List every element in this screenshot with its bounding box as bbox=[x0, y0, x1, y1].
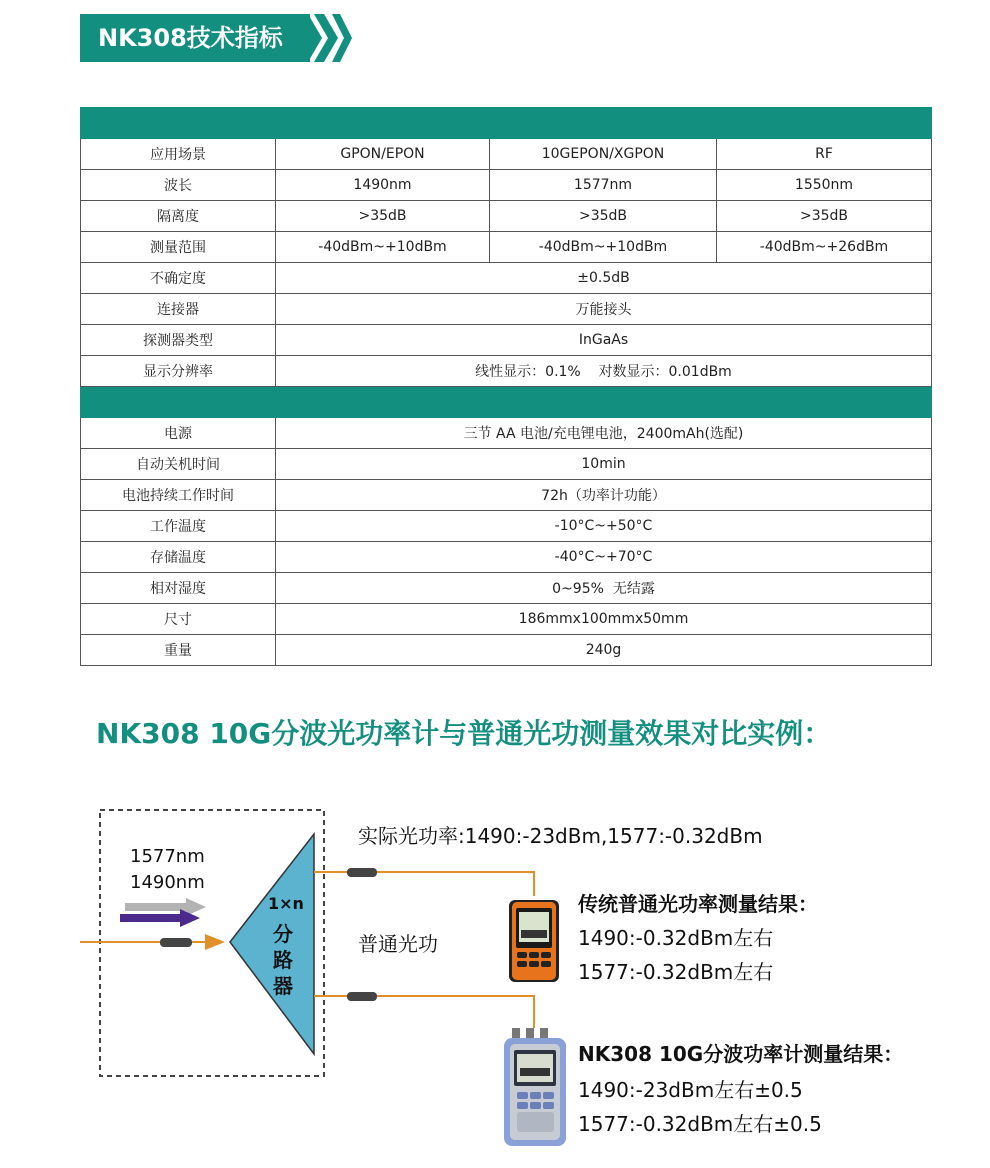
table-section-header bbox=[81, 387, 932, 418]
row-label: 电源 bbox=[81, 418, 276, 449]
row-label: 相对湿度 bbox=[81, 573, 276, 604]
table-cell: ±0.5dB bbox=[276, 263, 932, 294]
table-cell: 72h（功率计功能） bbox=[276, 480, 932, 511]
table-cell: -40dBm~+10dBm bbox=[276, 232, 490, 263]
table-cell: -40°C~+70°C bbox=[276, 542, 932, 573]
table-row bbox=[81, 635, 932, 666]
splitter-char: 路 bbox=[273, 948, 293, 972]
input-arrow-icon bbox=[205, 934, 225, 950]
nk308-result-1490: 1490:-23dBm左右±0.5 bbox=[578, 1078, 803, 1102]
table-cell: 186mmx100mmx50mm bbox=[276, 604, 932, 635]
measurement-diagram bbox=[0, 790, 990, 1168]
table-cell: >35dB bbox=[490, 201, 717, 232]
table-cell: >35dB bbox=[717, 201, 932, 232]
table-cell: 1490nm bbox=[276, 170, 490, 201]
row-label: 连接器 bbox=[81, 294, 276, 325]
table-row bbox=[81, 139, 932, 170]
table-cell: 10min bbox=[276, 449, 932, 480]
table-row bbox=[81, 480, 932, 511]
row-label: 隔离度 bbox=[81, 201, 276, 232]
row-label: 应用场景 bbox=[81, 139, 276, 170]
table-row bbox=[81, 604, 932, 635]
wavelength-1577: 1577nm bbox=[130, 846, 205, 867]
comparison-title: NK308 10G分波光功率计与普通光功测量效果对比实例： bbox=[96, 717, 832, 750]
row-label: 工作温度 bbox=[81, 511, 276, 542]
table-row bbox=[81, 418, 932, 449]
actual-power-text: 实际光功率:1490:-23dBm,1577:-0.32dBm bbox=[358, 824, 763, 848]
row-label: 显示分辨率 bbox=[81, 356, 276, 387]
row-label: 不确定度 bbox=[81, 263, 276, 294]
connector-input bbox=[160, 938, 192, 947]
row-label: 探测器类型 bbox=[81, 325, 276, 356]
table-row bbox=[81, 232, 932, 263]
row-label: 测量范围 bbox=[81, 232, 276, 263]
row-label: 存储温度 bbox=[81, 542, 276, 573]
table-cell: 1550nm bbox=[717, 170, 932, 201]
wavelength-1490: 1490nm bbox=[130, 872, 205, 893]
table-row bbox=[81, 325, 932, 356]
table-cell: -40dBm~+10dBm bbox=[490, 232, 717, 263]
table-row bbox=[81, 449, 932, 480]
table-cell: >35dB bbox=[276, 201, 490, 232]
splitter-ratio: 1×n bbox=[268, 894, 304, 913]
row-label: 电池持续工作时间 bbox=[81, 480, 276, 511]
table-cell: 1577nm bbox=[490, 170, 717, 201]
arrow-purple-body bbox=[120, 914, 184, 922]
splitter-triangle bbox=[230, 834, 314, 1054]
traditional-result-1490: 1490:-0.32dBm左右 bbox=[578, 926, 774, 950]
table-cell: 10GEPON/XGPON bbox=[490, 139, 717, 170]
section-banner bbox=[80, 14, 310, 62]
table-cell: 线性显示：0.1% 对数显示：0.01dBm bbox=[276, 356, 932, 387]
row-label: 尺寸 bbox=[81, 604, 276, 635]
table-row bbox=[81, 170, 932, 201]
nk308-power-meter-icon bbox=[504, 1028, 566, 1146]
output-fiber-1 bbox=[314, 872, 534, 896]
table-section-header bbox=[81, 108, 932, 139]
nk308-result-title: NK308 10G分波功率计测量结果： bbox=[578, 1042, 904, 1066]
splitter-char: 分 bbox=[273, 922, 293, 946]
connector-output-1 bbox=[347, 868, 377, 877]
ordinary-power-meter-icon bbox=[509, 900, 559, 982]
table-row bbox=[81, 511, 932, 542]
ordinary-meter-label: 普通光功 bbox=[358, 932, 438, 956]
table-row bbox=[81, 542, 932, 573]
traditional-result-title: 传统普通光功率测量结果： bbox=[578, 892, 818, 916]
table-cell: 三节 AA 电池/充电锂电池，2400mAh(选配) bbox=[276, 418, 932, 449]
table-cell: GPON/EPON bbox=[276, 139, 490, 170]
splitter-char: 器 bbox=[273, 974, 293, 998]
table-cell: -10°C~+50°C bbox=[276, 511, 932, 542]
output-fiber-2 bbox=[314, 996, 534, 1028]
table-row bbox=[81, 263, 932, 294]
table-cell: 0~95% 无结露 bbox=[276, 573, 932, 604]
spec-table bbox=[80, 107, 932, 666]
table-row bbox=[81, 294, 932, 325]
nk308-result-1577: 1577:-0.32dBm左右±0.5 bbox=[578, 1112, 822, 1136]
chevrons-icon bbox=[296, 14, 356, 62]
table-cell: 240g bbox=[276, 635, 932, 666]
section-title: NK308技术指标 bbox=[98, 24, 283, 52]
traditional-result-1577: 1577:-0.32dBm左右 bbox=[578, 960, 774, 984]
table-row bbox=[81, 356, 932, 387]
table-cell: InGaAs bbox=[276, 325, 932, 356]
table-cell: 万能接头 bbox=[276, 294, 932, 325]
table-row bbox=[81, 201, 932, 232]
table-cell: RF bbox=[717, 139, 932, 170]
connector-output-2 bbox=[347, 992, 377, 1001]
table-cell: -40dBm~+26dBm bbox=[717, 232, 932, 263]
table-row bbox=[81, 573, 932, 604]
row-label: 波长 bbox=[81, 170, 276, 201]
row-label: 自动关机时间 bbox=[81, 449, 276, 480]
row-label: 重量 bbox=[81, 635, 276, 666]
